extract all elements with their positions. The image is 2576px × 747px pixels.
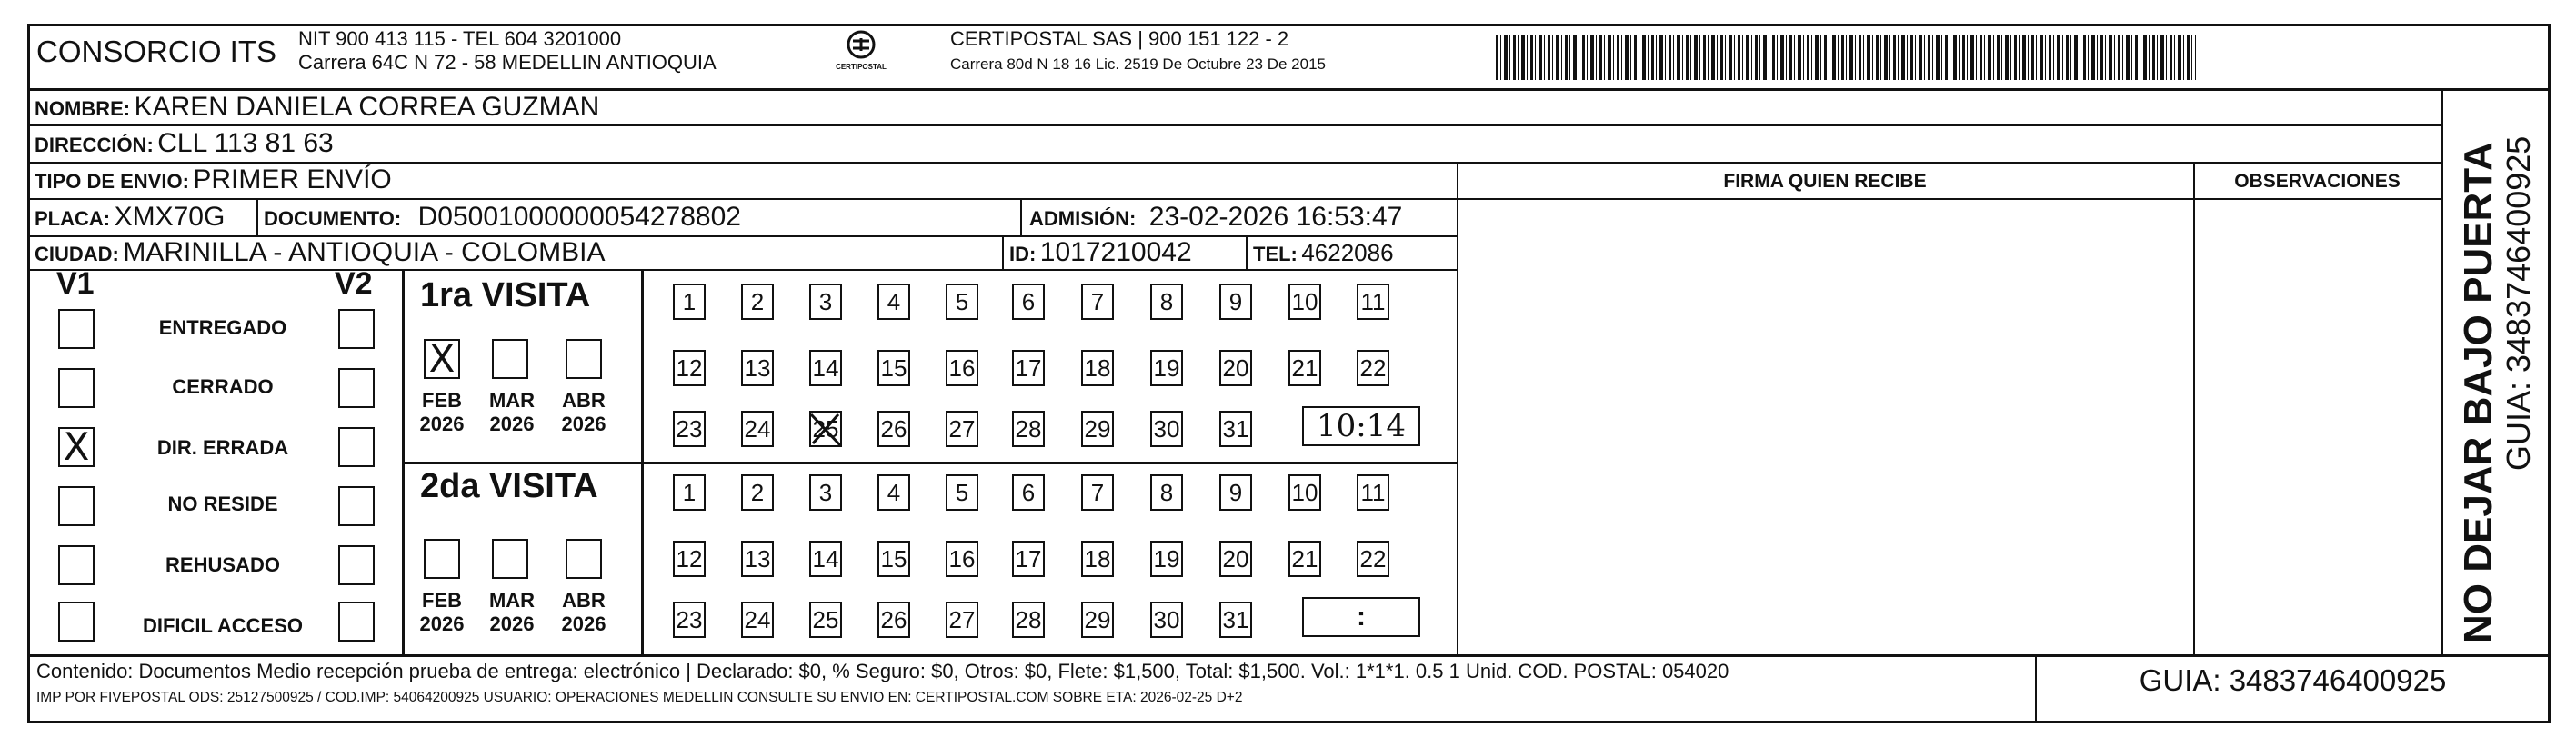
- v2-rehusado-checkbox[interactable]: [338, 545, 375, 585]
- rule: [402, 269, 405, 654]
- second-visit-abr-checkbox[interactable]: [566, 539, 602, 579]
- second-visit-day-9[interactable]: 9: [1219, 474, 1252, 511]
- v1-entregado-checkbox[interactable]: [58, 309, 95, 349]
- month-year: 2026: [419, 613, 465, 635]
- first-visit-day-20[interactable]: 20: [1219, 350, 1252, 386]
- second-visit-day-4[interactable]: 4: [877, 474, 910, 511]
- first-visit-day-25[interactable]: 25: [809, 411, 842, 447]
- status-entregado: ENTREGADO: [158, 316, 287, 339]
- documento-label: DOCUMENTO:: [264, 207, 402, 230]
- first-visit-title: 1ra VISITA: [420, 276, 591, 314]
- admision-label: ADMISIÓN:: [1029, 207, 1137, 230]
- status-dir-errada: DIR. ERRADA: [156, 436, 289, 459]
- first-visit-day-3[interactable]: 3: [809, 284, 842, 320]
- first-visit-day-8[interactable]: 8: [1150, 284, 1183, 320]
- direccion-value: CLL 113 81 63: [157, 128, 334, 158]
- first-visit-day-10[interactable]: 10: [1288, 284, 1321, 320]
- placa-label: PLACA:: [35, 207, 111, 230]
- second-visit-day-11[interactable]: 11: [1357, 474, 1389, 511]
- month-year: 2026: [419, 413, 465, 435]
- v2-header: V2: [335, 266, 373, 301]
- admision-value: 23-02-2026 16:53:47: [1148, 202, 1403, 232]
- month-name: ABR: [562, 589, 606, 612]
- second-visit-day-25[interactable]: 25: [809, 602, 842, 638]
- second-visit-day-2[interactable]: 2: [741, 474, 774, 511]
- id-row: [1009, 237, 1192, 268]
- second-visit-day-5[interactable]: 5: [946, 474, 978, 511]
- v2-cerrado-checkbox[interactable]: [338, 368, 375, 408]
- first-visit-feb-checkbox[interactable]: X: [424, 339, 460, 379]
- first-visit-day-30[interactable]: 30: [1150, 411, 1183, 447]
- first-visit-day-29[interactable]: 29: [1081, 411, 1114, 447]
- firma-label: FIRMA QUIEN RECIBE: [1723, 171, 1927, 192]
- barcode: [1496, 35, 2196, 80]
- first-visit-day-7[interactable]: 7: [1081, 284, 1114, 320]
- v2-entregado-checkbox[interactable]: [338, 309, 375, 349]
- first-visit-day-1[interactable]: 1: [673, 284, 706, 320]
- documento-row: [264, 202, 741, 233]
- month-name: FEB: [422, 389, 462, 412]
- tel-label: TEL:: [1253, 243, 1298, 265]
- second-visit-abr: [556, 589, 611, 636]
- rule: [27, 124, 2441, 126]
- second-visit-day-14[interactable]: 14: [809, 541, 842, 577]
- first-visit-day-23[interactable]: 23: [673, 411, 706, 447]
- status-cerrado: CERRADO: [172, 375, 274, 398]
- second-visit-title: 2da VISITA: [420, 467, 598, 505]
- month-name: FEB: [422, 589, 462, 612]
- first-visit-abr-checkbox[interactable]: [566, 339, 602, 379]
- second-visit-day-17[interactable]: 17: [1012, 541, 1045, 577]
- first-visit-day-17[interactable]: 17: [1012, 350, 1045, 386]
- first-visit-day-24[interactable]: 24: [741, 411, 774, 447]
- second-visit-day-24[interactable]: 24: [741, 602, 774, 638]
- month-name: MAR: [488, 589, 536, 612]
- first-visit-mar-checkbox[interactable]: [492, 339, 528, 379]
- second-visit-day-31[interactable]: 31: [1219, 602, 1252, 638]
- first-visit-day-5[interactable]: 5: [946, 284, 978, 320]
- first-visit-mar: [485, 389, 539, 436]
- address-line: Carrera 64C N 72 - 58 MEDELLIN ANTIOQUIA: [298, 51, 717, 74]
- ciudad-value: MARINILLA - ANTIOQUIA - COLOMBIA: [123, 237, 606, 267]
- first-visit-day-11[interactable]: 11: [1357, 284, 1389, 320]
- first-visit-day-9[interactable]: 9: [1219, 284, 1252, 320]
- first-visit-day-21[interactable]: 21: [1288, 350, 1321, 386]
- second-visit-day-22[interactable]: 22: [1357, 541, 1389, 577]
- ciudad-label: CIUDAD:: [35, 243, 119, 265]
- rule: [2193, 162, 2195, 654]
- direccion-row: [35, 128, 334, 159]
- rule: [402, 462, 1457, 464]
- rule: [641, 269, 644, 654]
- first-visit-day-22[interactable]: 22: [1357, 350, 1389, 386]
- second-visit-feb-checkbox[interactable]: [424, 539, 460, 579]
- certipostal-sub: Carrera 80d N 18 16 Lic. 2519 De Octubre 23 De 2015: [950, 55, 1326, 73]
- second-visit-day-27[interactable]: 27: [946, 602, 978, 638]
- v1-no-reside-checkbox[interactable]: [58, 486, 95, 526]
- second-visit-day-6[interactable]: 6: [1012, 474, 1045, 511]
- second-visit-day-16[interactable]: 16: [946, 541, 978, 577]
- first-visit-day-16[interactable]: 16: [946, 350, 978, 386]
- second-visit-mar-checkbox[interactable]: [492, 539, 528, 579]
- company-name: CONSORCIO ITS: [36, 35, 277, 68]
- observaciones-label: OBSERVACIONES: [2234, 171, 2401, 192]
- second-visit-day-18[interactable]: 18: [1081, 541, 1114, 577]
- second-visit-day-15[interactable]: 15: [877, 541, 910, 577]
- nombre-label: NOMBRE:: [35, 97, 131, 120]
- status-no-reside: NO RESIDE: [167, 493, 278, 515]
- logo-text: CERTIPOSTAL: [836, 63, 887, 71]
- second-visit-day-1[interactable]: 1: [673, 474, 706, 511]
- v1-header: V1: [56, 266, 95, 301]
- v1-dificil-acceso-checkbox[interactable]: [58, 602, 95, 642]
- tel-row: [1253, 239, 1394, 267]
- second-visit-day-8[interactable]: 8: [1150, 474, 1183, 511]
- id-label: ID:: [1009, 243, 1037, 265]
- certipostal-line: CERTIPOSTAL SAS | 900 151 122 - 2: [950, 27, 1289, 50]
- v1-rehusado-checkbox[interactable]: [58, 545, 95, 585]
- second-visit-day-10[interactable]: 10: [1288, 474, 1321, 511]
- rule: [256, 198, 258, 235]
- nombre-row: [35, 92, 599, 123]
- documento-value: D05001000000054278802: [417, 202, 741, 232]
- second-visit-day-29[interactable]: 29: [1081, 602, 1114, 638]
- direccion-label: DIRECCIÓN:: [35, 134, 154, 156]
- first-visit-time[interactable]: 10:14: [1302, 406, 1420, 446]
- first-visit-day-12[interactable]: 12: [673, 350, 706, 386]
- first-visit-day-15[interactable]: 15: [877, 350, 910, 386]
- first-visit-day-18[interactable]: 18: [1081, 350, 1114, 386]
- first-visit-abr: [556, 389, 611, 436]
- nombre-value: KAREN DANIELA CORREA GUZMAN: [134, 92, 600, 122]
- month-year: 2026: [561, 613, 606, 635]
- first-visit-day-14[interactable]: 14: [809, 350, 842, 386]
- ciudad-row: [35, 237, 605, 268]
- first-visit-day-26[interactable]: 26: [877, 411, 910, 447]
- rule: [1002, 235, 1004, 269]
- rule: [27, 162, 2441, 164]
- side-guia: GUIA: 3483746400925: [2500, 135, 2537, 471]
- v2-no-reside-checkbox[interactable]: [338, 486, 375, 526]
- v2-dir-errada-checkbox[interactable]: [338, 427, 375, 467]
- v2-dificil-acceso-checkbox[interactable]: [338, 602, 375, 642]
- admision-row: [1029, 202, 1402, 233]
- second-visit-day-13[interactable]: 13: [741, 541, 774, 577]
- second-visit-day-30[interactable]: 30: [1150, 602, 1183, 638]
- first-visit-day-13[interactable]: 13: [741, 350, 774, 386]
- v1-cerrado-checkbox[interactable]: [58, 368, 95, 408]
- tipo-value: PRIMER ENVÍO: [193, 164, 392, 194]
- rule: [1246, 235, 1248, 269]
- placa-row: [35, 202, 225, 233]
- rule: [27, 88, 2551, 91]
- rule: [1457, 162, 1458, 654]
- footer-imp: IMP POR FIVEPOSTAL ODS: 25127500925 / COD.IMP: 54064200925 USUARIO: OPERACIONES MEDELLIN CONSULTE SU ENVIO EN: CERTIPOSTAL.COM SOBRE ETA: 2026-02-25 D+2: [36, 690, 1243, 705]
- second-visit-day-7[interactable]: 7: [1081, 474, 1114, 511]
- second-visit-day-20[interactable]: 20: [1219, 541, 1252, 577]
- first-visit-day-6[interactable]: 6: [1012, 284, 1045, 320]
- month-name: ABR: [562, 389, 606, 412]
- second-visit-feb: [415, 589, 469, 636]
- rule: [2441, 88, 2443, 654]
- first-visit-feb: [415, 389, 469, 436]
- strike-mark-icon: [807, 409, 844, 449]
- month-name: MAR: [488, 389, 536, 412]
- first-visit-day-2[interactable]: 2: [741, 284, 774, 320]
- second-visit-day-12[interactable]: 12: [673, 541, 706, 577]
- month-year: 2026: [561, 413, 606, 435]
- month-year: 2026: [489, 413, 535, 435]
- logo-icon: [843, 29, 879, 60]
- footer-content: Contenido: Documentos Medio recepción prueba de entrega: electrónico | Declarado: $0, % Seguro: $0, Otros: $0, Flete: $1,500, Total: $1,500. Vol.: 1*1*1. 0.5 1 Unid. COD. POSTAL: 054020: [36, 660, 1729, 682]
- v1-dir-errada-checkbox[interactable]: X: [58, 427, 95, 467]
- nit-line: NIT 900 413 115 - TEL 604 3201000: [298, 27, 622, 50]
- second-visit-day-23[interactable]: 23: [673, 602, 706, 638]
- rule: [27, 198, 2441, 200]
- rule: [27, 269, 1457, 271]
- first-visit-day-19[interactable]: 19: [1150, 350, 1183, 386]
- placa-value: XMX70G: [114, 202, 226, 232]
- certipostal-logo: [829, 29, 893, 84]
- rule: [1020, 198, 1022, 235]
- tel-value: 4622086: [1301, 239, 1394, 266]
- first-visit-day-4[interactable]: 4: [877, 284, 910, 320]
- second-visit-day-26[interactable]: 26: [877, 602, 910, 638]
- status-rehusado: REHUSADO: [165, 553, 280, 576]
- tipo-label: TIPO DE ENVIO:: [35, 170, 189, 193]
- id-value: 1017210042: [1039, 237, 1192, 267]
- first-visit-day-27[interactable]: 27: [946, 411, 978, 447]
- second-visit-day-28[interactable]: 28: [1012, 602, 1045, 638]
- second-visit-time[interactable]: :: [1302, 597, 1420, 637]
- second-visit-day-3[interactable]: 3: [809, 474, 842, 511]
- first-visit-day-28[interactable]: 28: [1012, 411, 1045, 447]
- second-visit-day-19[interactable]: 19: [1150, 541, 1183, 577]
- status-dificil-acceso: DIFICIL ACCESO: [142, 614, 303, 637]
- second-visit-day-21[interactable]: 21: [1288, 541, 1321, 577]
- second-visit-mar: [485, 589, 539, 636]
- first-visit-day-31[interactable]: 31: [1219, 411, 1252, 447]
- rule: [27, 654, 2551, 657]
- tipo-row: [35, 164, 392, 195]
- month-year: 2026: [489, 613, 535, 635]
- footer-guia: GUIA: 3483746400925: [2139, 663, 2447, 697]
